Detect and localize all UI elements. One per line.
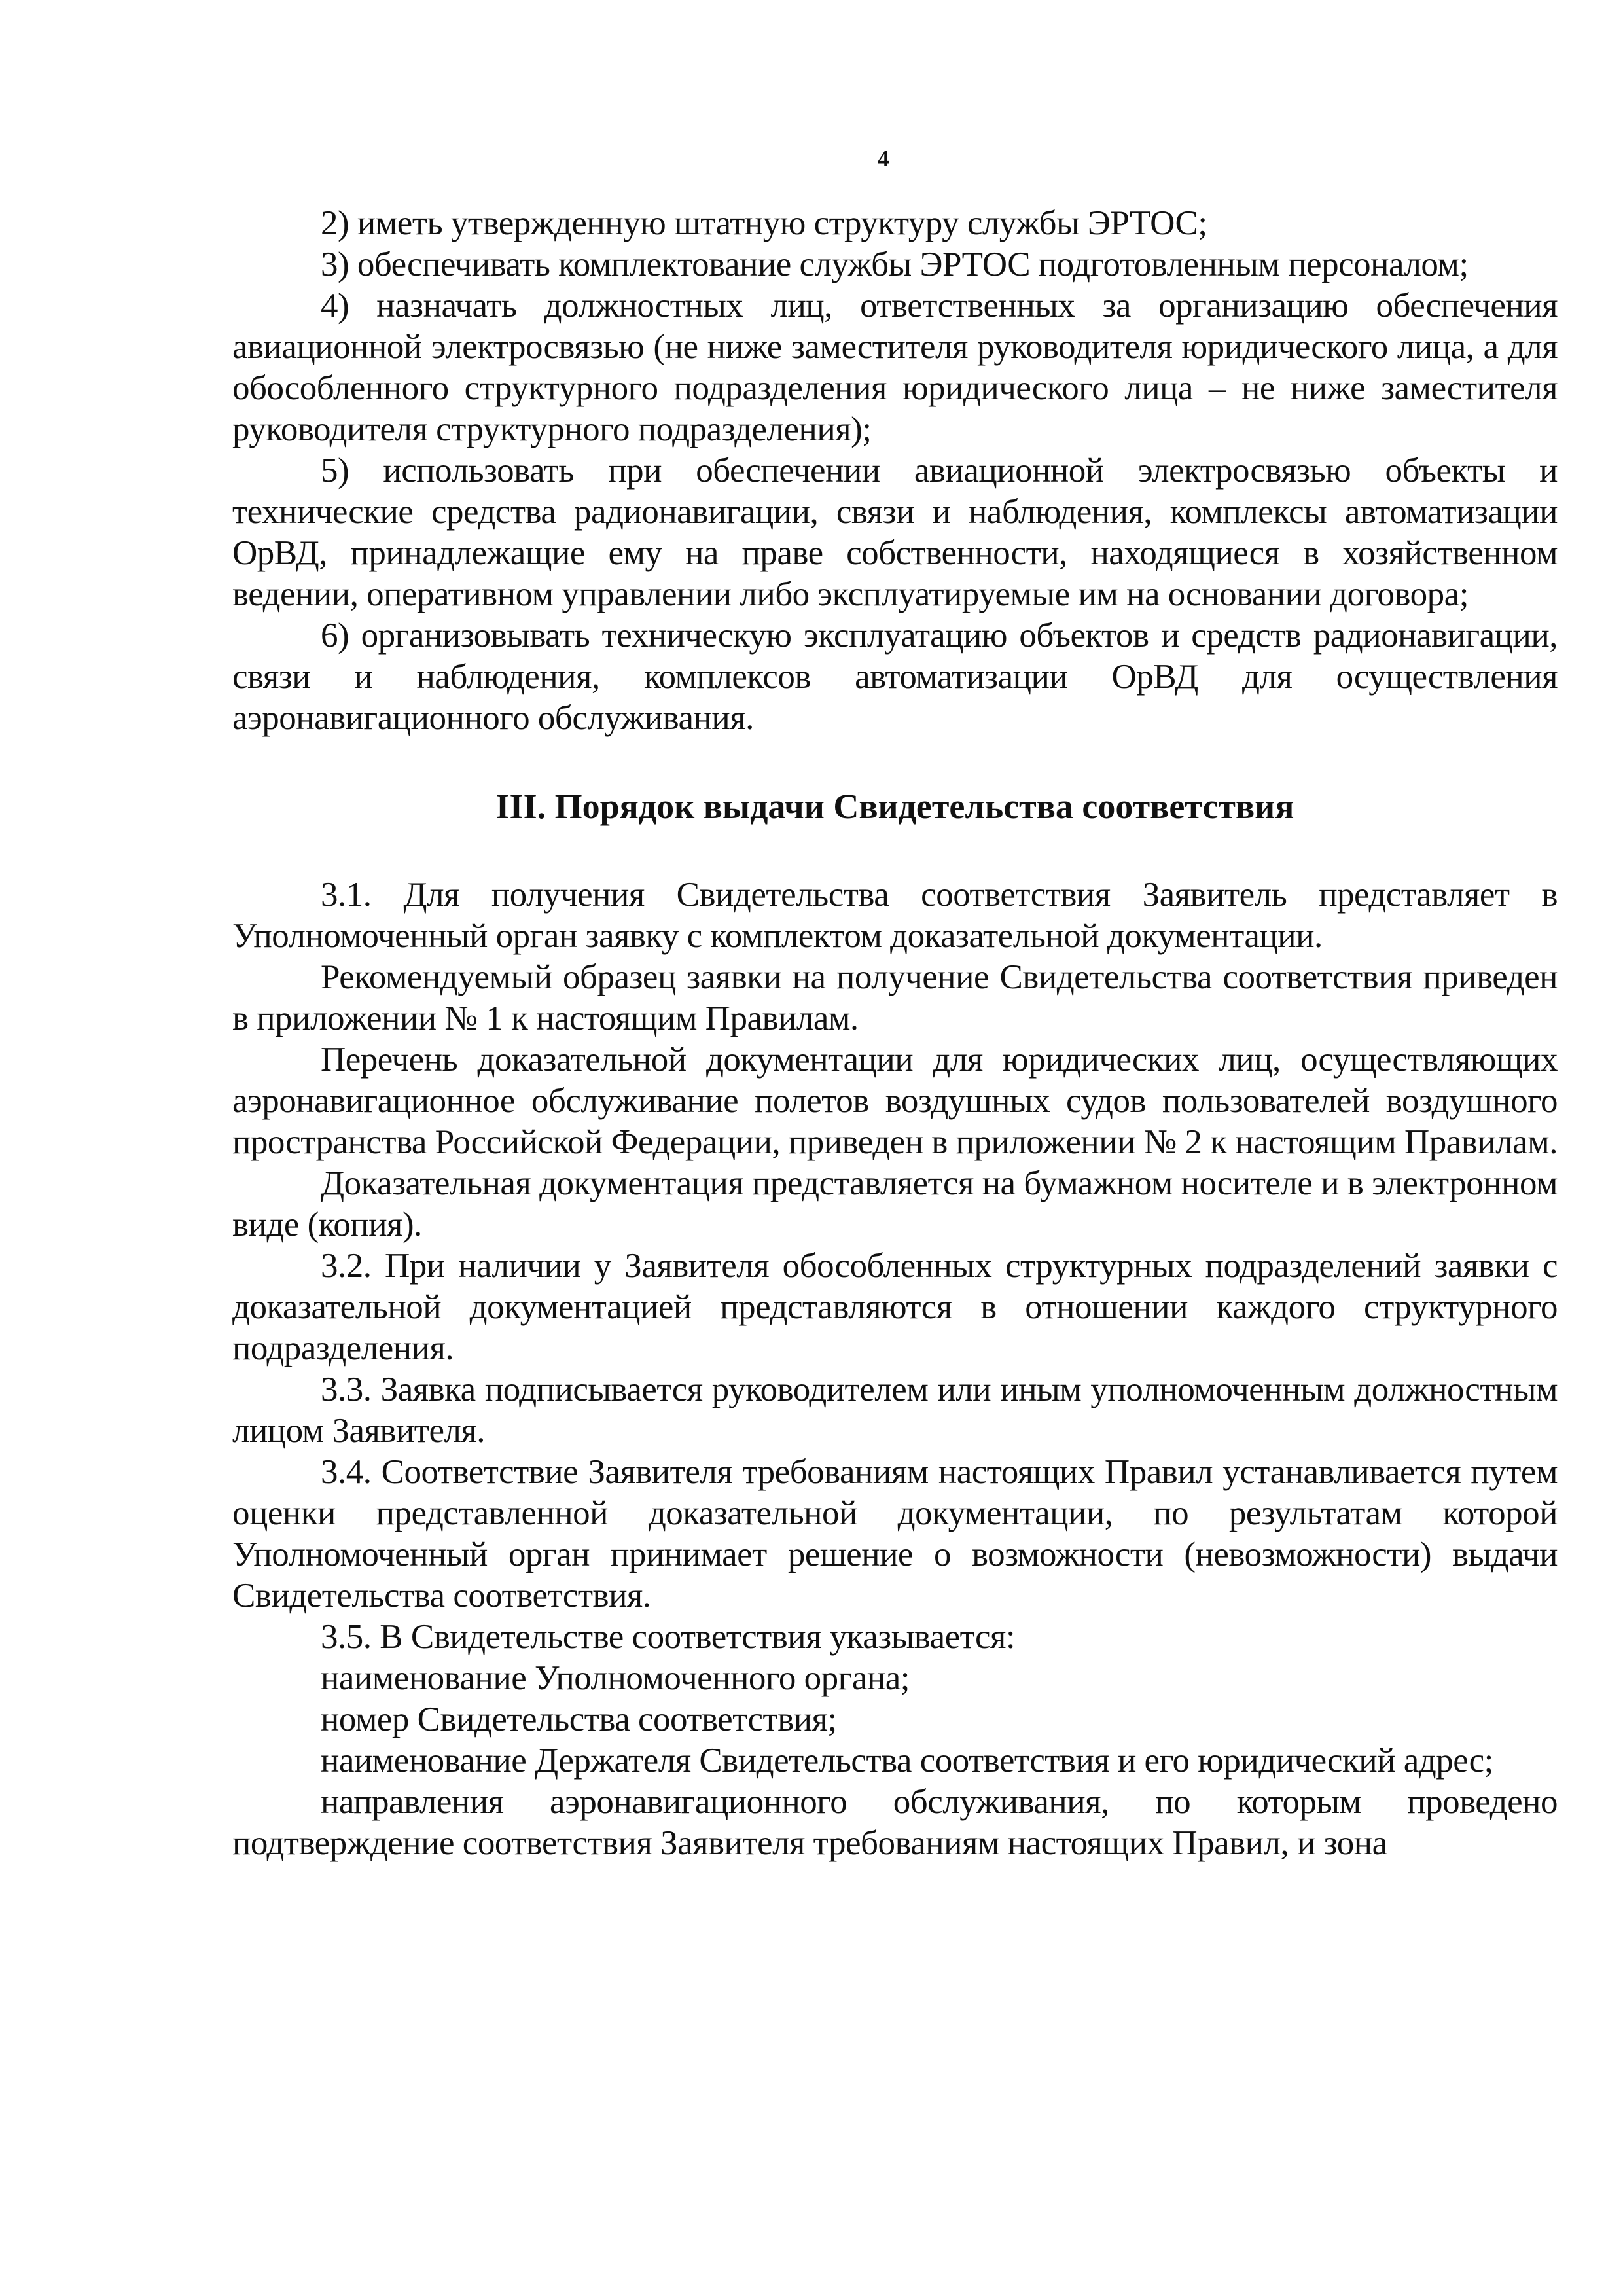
paragraph-evidence-format: Доказательная документация представляется на бумажном носителе и в электронном виде (копия). xyxy=(232,1164,1558,1244)
paragraph-item-6: 6) организовывать техническую эксплуатацию объектов и средств радионавигации, связи и наблюдения, комплексов автоматизации ОрВД для осуществления аэронавигационного обслуживания. xyxy=(232,617,1558,737)
paragraph-sample-form: Рекомендуемый образец заявки на получение Свидетельства соответствия приведен в приложении № 1 к настоящим Правилам. xyxy=(232,958,1558,1037)
paragraph-3-4: 3.4. Соответствие Заявителя требованиям настоящих Правил устанавливается путем оценки представленной доказательной документации, по результатам которой Уполномоченный орган принимает решение о возможности (невозможности) выдачи Свидетельства соответствия. xyxy=(232,1453,1558,1615)
paragraph-3-2: 3.2. При наличии у Заявителя обособленных структурных подразделений заявки с доказательной документацией представляются в отношении каждого структурного подразделения. xyxy=(232,1247,1558,1367)
list-item-certificate-number: номер Свидетельства соответствия; xyxy=(321,1700,837,1738)
section-heading: III. Порядок выдачи Свидетельства соответствия xyxy=(495,787,1294,826)
paragraph-item-4: 4) назначать должностных лиц, ответственных за организацию обеспечения авиационной электросвязью (не ниже заместителя руководителя юридического лица, а для обособленного структурного подразделения юридического лица – не ниже заместителя руководителя структурного подразделения); xyxy=(232,287,1558,448)
list-item-authority-name: наименование Уполномоченного органа; xyxy=(321,1659,910,1697)
document-body xyxy=(232,203,1558,1864)
list-item-holder-name: наименование Держателя Свидетельства соответствия и его юридический адрес; xyxy=(321,1742,1493,1780)
page-number: 4 xyxy=(878,145,889,171)
paragraph-3-5: 3.5. В Свидетельстве соответствия указывается: xyxy=(321,1618,1016,1656)
list-item-service-directions: направления аэронавигационного обслуживания, по которым проведено подтверждение соответствия Заявителя требованиям настоящих Правил, и зона xyxy=(232,1783,1558,1862)
paragraph-item-2: 2) иметь утвержденную штатную структуру службы ЭРТОС; xyxy=(321,204,1207,242)
paragraph-3-3: 3.3. Заявка подписывается руководителем или иным уполномоченным должностным лицом Заявителя. xyxy=(232,1371,1558,1450)
paragraph-evidence-list: Перечень доказательной документации для юридических лиц, осуществляющих аэронавигационное обслуживание полетов воздушных судов пользователей воздушного пространства Российской Федерации, приведен в приложении № 2 к настоящим Правилам. xyxy=(232,1041,1558,1161)
paragraph-item-5: 5) использовать при обеспечении авиационной электросвязью объекты и технические средства радионавигации, связи и наблюдения, комплексы автоматизации ОрВД, принадлежащие ему на праве собственности, находящиеся в хозяйственном ведении, оперативном управлении либо эксплуатируемые им на основании договора; xyxy=(232,452,1558,613)
paragraph-item-3: 3) обеспечивать комплектование службы ЭРТОС подготовленным персоналом; xyxy=(321,245,1469,283)
paragraph-3-1: 3.1. Для получения Свидетельства соответствия Заявитель представляет в Уполномоченный орган заявку с комплектом доказательной документации. xyxy=(232,876,1558,955)
